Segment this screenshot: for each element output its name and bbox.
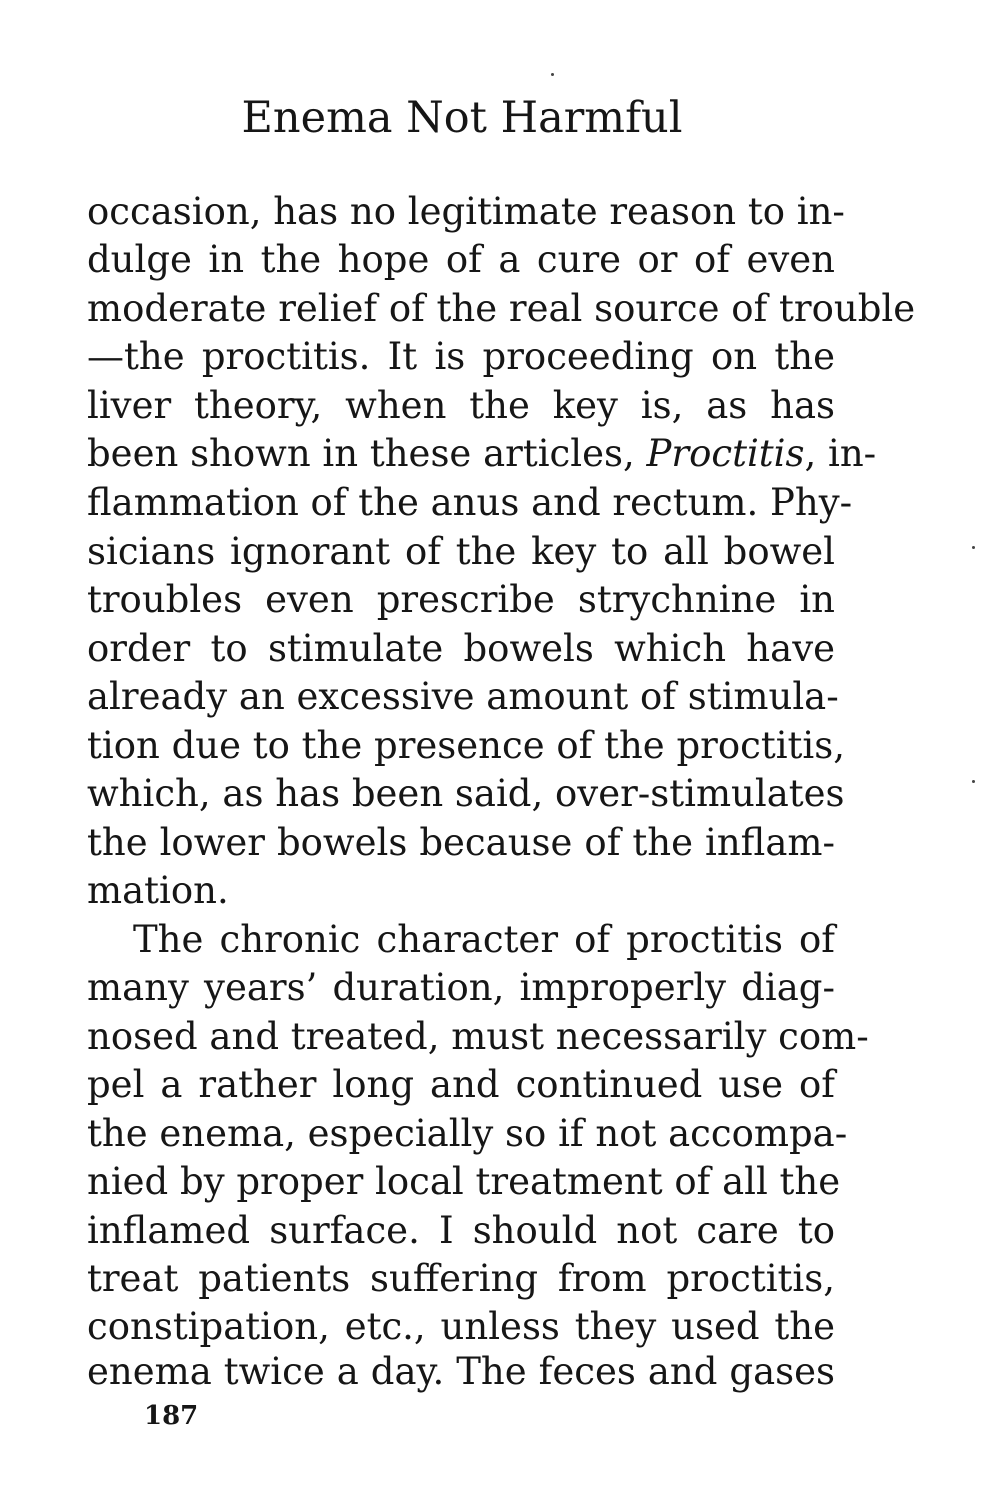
text-line: sicians ignorant of the key to all bowel: [87, 530, 835, 573]
text-run: been shown in these articles,: [87, 432, 647, 475]
text-line: occasion, has no legitimate reason to in-: [87, 190, 845, 233]
text-line: already an excessive amount of stimula-: [87, 675, 839, 718]
print-speck: [972, 780, 975, 783]
italic-term: Proctitis: [646, 432, 805, 475]
print-speck: [551, 73, 554, 76]
text-line: the enema, especially so if not accompa-: [87, 1112, 848, 1155]
text-line: constipation, etc., unless they used the: [87, 1305, 835, 1348]
text-line: nied by proper local treatment of all the: [87, 1160, 841, 1203]
text-line: dulge in the hope of a cure or of even: [87, 238, 835, 281]
text-line: treat patients suffering from proctitis,: [87, 1257, 835, 1300]
text-line: liver theory, when the key is, as has: [87, 384, 835, 427]
text-line: which, as has been said, over-stimulates: [87, 772, 845, 815]
text-line: moderate relief of the real source of trouble: [87, 287, 916, 330]
text-line: enema twice a day. The feces and gases: [87, 1350, 835, 1393]
text-line: flammation of the anus and rectum. Phy-: [87, 481, 853, 524]
text-line: the lower bowels because of the inflam-: [87, 821, 835, 864]
text-line: —the proctitis. It is proceeding on the: [87, 335, 835, 378]
text-line: pel a rather long and continued use of: [87, 1063, 835, 1106]
text-line: tion due to the presence of the proctitis,: [87, 724, 845, 767]
text-run: , in-: [804, 432, 877, 475]
text-line: [87, 430, 877, 478]
text-line: many years’ duration, improperly diag-: [87, 966, 835, 1009]
page-number: 187: [144, 1401, 199, 1431]
running-head: Enema Not Harmful: [241, 93, 683, 143]
print-speck: [972, 546, 975, 549]
paragraph-first-line: The chronic character of proctitis of: [133, 918, 835, 961]
text-line: order to stimulate bowels which have: [87, 627, 835, 670]
text-line: mation.: [87, 869, 229, 912]
text-line: troubles even prescribe strychnine in: [87, 578, 835, 621]
text-line: inflamed surface. I should not care to: [87, 1209, 835, 1252]
text-line: nosed and treated, must necessarily com-: [87, 1015, 869, 1058]
